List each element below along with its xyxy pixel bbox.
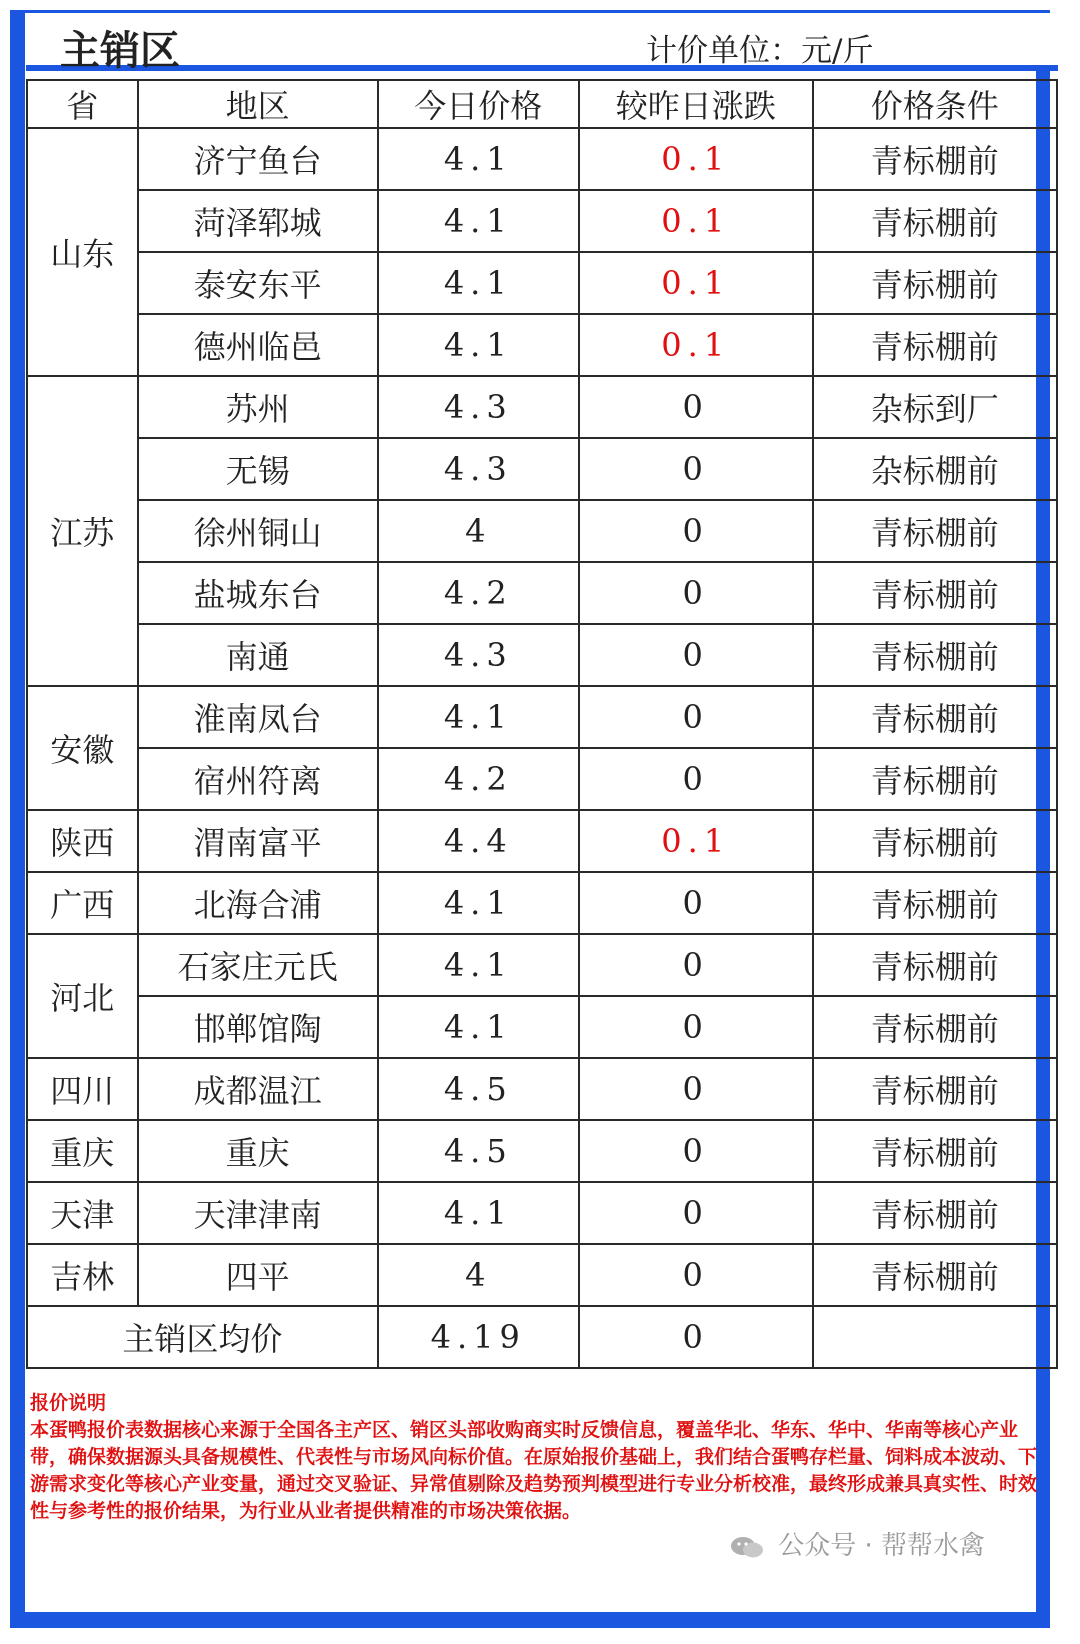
price-cell: 4.1 (378, 1182, 579, 1244)
table-header-row (27, 80, 1057, 128)
table-row (27, 1244, 1057, 1306)
region-cell: 四平 (138, 1244, 378, 1306)
condition-cell: 青标棚前 (813, 314, 1057, 376)
change-cell: 0.1 (579, 252, 813, 314)
average-row (27, 1306, 1057, 1368)
condition-cell: 青标棚前 (813, 748, 1057, 810)
price-unit: 计价单位：元/斤 (646, 33, 874, 69)
table-row (27, 376, 1057, 438)
table-row (27, 686, 1057, 748)
change-cell: 0 (579, 934, 813, 996)
watermark (730, 1525, 985, 1562)
price-cell: 4.1 (378, 314, 579, 376)
price-cell: 4.1 (378, 190, 579, 252)
price-cell: 4.4 (378, 810, 579, 872)
price-cell: 4 (378, 500, 579, 562)
price-cell: 4.1 (378, 996, 579, 1058)
change-cell: 0 (579, 1244, 813, 1306)
table-row (27, 252, 1057, 314)
table-row (27, 1120, 1057, 1182)
price-cell: 4.3 (378, 438, 579, 500)
condition-cell: 青标棚前 (813, 686, 1057, 748)
condition-cell: 青标棚前 (813, 1120, 1057, 1182)
change-cell: 0 (579, 748, 813, 810)
col-header-price: 今日价格 (378, 80, 579, 128)
change-cell: 0 (579, 438, 813, 500)
region-cell: 德州临邑 (138, 314, 378, 376)
table-row (27, 314, 1057, 376)
table-row (27, 500, 1057, 562)
region-cell: 徐州铜山 (138, 500, 378, 562)
province-cell: 重庆 (27, 1120, 138, 1182)
col-header-change: 较昨日涨跌 (579, 80, 813, 128)
table-row (27, 872, 1057, 934)
notes-body: 本蛋鸭报价表数据核心来源于全国各主产区、销区头部收购商实时反馈信息，覆盖华北、华东、华中、华南等核心产业带，确保数据源头具备规模性、代表性与市场风向标价值。在原始报价基础上，我们结合蛋鸭存栏量、饲料成本波动、下游需求变化等核心产业变量，通过交叉验证、异常值剔除及趋势预判模型进行专业分析校准，最终形成兼具真实性、时效性与参考性的报价结果，为行业从业者提供精准的市场决策依据。 (30, 1419, 1038, 1522)
col-header-condition: 价格条件 (813, 80, 1057, 128)
table-row (27, 934, 1057, 996)
region-cell: 成都温江 (138, 1058, 378, 1120)
region-cell: 济宁鱼台 (138, 128, 378, 190)
price-notes (30, 1390, 1050, 1525)
col-header-region: 地区 (138, 80, 378, 128)
change-cell: 0 (579, 996, 813, 1058)
change-cell: 0 (579, 1120, 813, 1182)
condition-cell: 青标棚前 (813, 500, 1057, 562)
price-cell: 4.1 (378, 252, 579, 314)
price-cell: 4.1 (378, 934, 579, 996)
change-cell: 0 (579, 1182, 813, 1244)
region-cell: 北海合浦 (138, 872, 378, 934)
region-cell: 淮南凤台 (138, 686, 378, 748)
condition-cell: 青标棚前 (813, 624, 1057, 686)
condition-cell: 杂标到厂 (813, 376, 1057, 438)
price-cell: 4.2 (378, 748, 579, 810)
page-title: 主销区 (60, 27, 180, 74)
average-condition (813, 1306, 1057, 1368)
province-cell: 山东 (27, 128, 138, 376)
table-row (27, 438, 1057, 500)
region-cell: 南通 (138, 624, 378, 686)
change-cell: 0.1 (579, 128, 813, 190)
region-cell: 石家庄元氏 (138, 934, 378, 996)
table-row (27, 624, 1057, 686)
change-cell: 0 (579, 500, 813, 562)
region-cell: 宿州符离 (138, 748, 378, 810)
change-cell: 0 (579, 624, 813, 686)
condition-cell: 青标棚前 (813, 872, 1057, 934)
average-price: 4.19 (378, 1306, 579, 1368)
wechat-icon (730, 1535, 764, 1559)
title-bar (26, 13, 1058, 74)
region-cell: 盐城东台 (138, 562, 378, 624)
province-cell: 天津 (27, 1182, 138, 1244)
condition-cell: 青标棚前 (813, 1058, 1057, 1120)
province-cell: 江苏 (27, 376, 138, 686)
condition-cell: 青标棚前 (813, 1182, 1057, 1244)
change-cell: 0.1 (579, 810, 813, 872)
price-cell: 4.5 (378, 1120, 579, 1182)
price-cell: 4.1 (378, 872, 579, 934)
price-cell: 4.5 (378, 1058, 579, 1120)
change-cell: 0 (579, 872, 813, 934)
province-cell: 陕西 (27, 810, 138, 872)
change-cell: 0 (579, 562, 813, 624)
condition-cell: 青标棚前 (813, 934, 1057, 996)
price-cell: 4.1 (378, 686, 579, 748)
table-row (27, 1058, 1057, 1120)
region-cell: 渭南富平 (138, 810, 378, 872)
condition-cell: 青标棚前 (813, 1244, 1057, 1306)
table-row (27, 996, 1057, 1058)
region-cell: 泰安东平 (138, 252, 378, 314)
region-cell: 天津津南 (138, 1182, 378, 1244)
price-cell: 4.3 (378, 376, 579, 438)
table-row (27, 748, 1057, 810)
watermark-text: 公众号 · 帮帮水禽 (778, 1531, 986, 1561)
condition-cell: 青标棚前 (813, 996, 1057, 1058)
province-cell: 四川 (27, 1058, 138, 1120)
region-cell: 邯郸馆陶 (138, 996, 378, 1058)
change-cell: 0 (579, 1058, 813, 1120)
table-row (27, 190, 1057, 252)
table-row (27, 128, 1057, 190)
price-cell: 4 (378, 1244, 579, 1306)
price-table (26, 79, 1058, 1369)
average-change: 0 (579, 1306, 813, 1368)
region-cell: 菏泽郓城 (138, 190, 378, 252)
table-row (27, 562, 1057, 624)
change-cell: 0 (579, 376, 813, 438)
price-cell: 4.3 (378, 624, 579, 686)
province-cell: 安徽 (27, 686, 138, 810)
condition-cell: 青标棚前 (813, 562, 1057, 624)
condition-cell: 杂标棚前 (813, 438, 1057, 500)
condition-cell: 青标棚前 (813, 810, 1057, 872)
condition-cell: 青标棚前 (813, 252, 1057, 314)
price-cell: 4.2 (378, 562, 579, 624)
condition-cell: 青标棚前 (813, 128, 1057, 190)
average-label: 主销区均价 (27, 1306, 378, 1368)
province-cell: 广西 (27, 872, 138, 934)
province-cell: 吉林 (27, 1244, 138, 1306)
change-cell: 0.1 (579, 190, 813, 252)
region-cell: 苏州 (138, 376, 378, 438)
price-cell: 4.1 (378, 128, 579, 190)
notes-title: 报价说明 (30, 1392, 107, 1414)
region-cell: 无锡 (138, 438, 378, 500)
region-cell: 重庆 (138, 1120, 378, 1182)
condition-cell: 青标棚前 (813, 190, 1057, 252)
change-cell: 0.1 (579, 314, 813, 376)
change-cell: 0 (579, 686, 813, 748)
table-row (27, 810, 1057, 872)
table-row (27, 1182, 1057, 1244)
col-header-province: 省 (27, 80, 138, 128)
province-cell: 河北 (27, 934, 138, 1058)
